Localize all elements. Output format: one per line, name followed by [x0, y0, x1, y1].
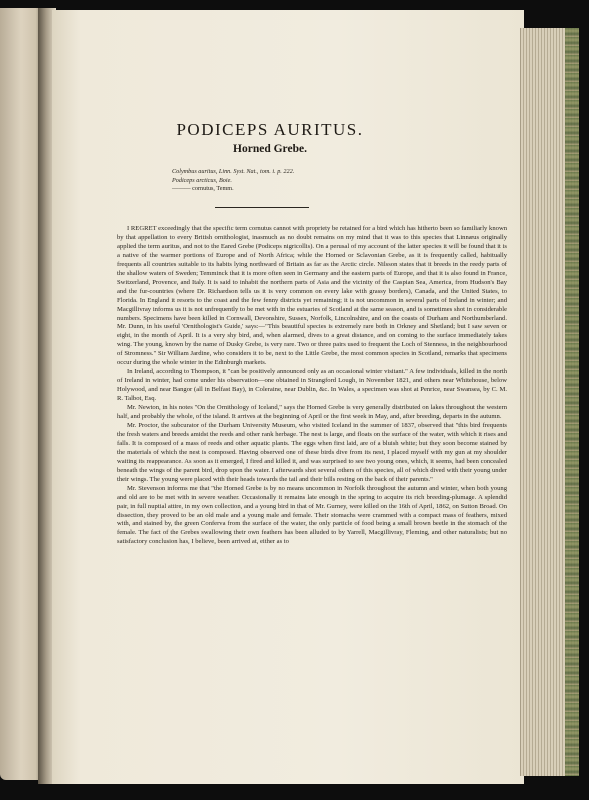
page-title: PODICEPS AURITUS. — [176, 120, 364, 139]
synonym-text: ——— cornutus, Temm. — [172, 185, 234, 193]
paragraph: Mr. Proctor, the subcurator of the Durham University Museum, who visited Iceland in the summer of 1837, observed that "this bird frequents the fresh waters and breeds amidst the reeds and other rank herbage. The nest is large, and floats on the surface of the water, with which it rises and falls. It is composed of a mass of reeds and other aquatic plants. The eggs when first laid, are of a bluish white; but they soon become stained by the materials of which the nest is composed. Having observed one of these birds dive from its nest, I placed myself with my gun at my shoulder waiting its reappearance. As soon as it emerged, I fired and killed it, and was surprised to see two young ones, which, it seems, had been concealed beneath the wings of the parent bird, drop upon the water. I afterwards shot several others of this species, all of which dived with their young under their wings. The young were placed with their heads towards the tail and their bills resting on the back of their parents." — [117, 421, 507, 483]
synonym-line — [172, 168, 432, 177]
synonym-list — [172, 168, 432, 194]
paragraph: In Ireland, according to Thompson, it "can be positively announced only as an occasional winter visitant." A few individuals, killed in the north of Ireland in winter, had come under his observation—one obtained in Strangford Lough, in November 1821, and others near Whitehouse, below Holywood, and near Bangor (all in Belfast Bay), in Coleraine, near Dublin, &c. In Wales, a specimen was shot at Penrice, near Swansea, by C. M. R. Talbot, Esq. — [117, 368, 507, 403]
synonym-line — [172, 177, 432, 186]
synonym-text: Podiceps arcticus, Boie. — [172, 176, 232, 184]
paragraph: Mr. Stevenson informs me that "the Horned Grebe is by no means uncommon in Norfolk throughout the autumn and winter, when both young and old are to be met with in severe weather. Occasionally it remains late enough in the spring to acquire its rich breeding-plumage. A splendid pair, in full nuptial attire, in my own collection, and a young bird in that of Mr. Gurney, were killed on the 16th of April, 1862, on Sutton Broad. On dissection, they proved to be an old male and a young male and female. Their stomachs were crammed with a compact mass of feathers, mixed with, and stained by, the green Conferva from the surface of the water, the only particle of food being a small brown beetle in the stomach of the female. The fact of the Grebes swallowing their own feathers has been alluded to by Yarrell, Macgillivray, Fleming, and other naturalists; but no satisfactory conclusion has, I believe, been arrived at, either as to — [117, 484, 507, 546]
section-divider — [215, 207, 309, 208]
page-edges — [520, 28, 579, 776]
left-page-edge — [0, 8, 42, 780]
paragraph: Mr. Newton, in his notes "On the Ornithology of Iceland," says the Horned Grebe is very generally distributed on lakes throughout the western half, and probably the whole, of the island. It arrives at the beginning of April or the first week in May, and, after breeding, departs in the autumn. — [117, 404, 507, 421]
synonym-line — [172, 185, 432, 194]
paragraph: I REGRET exceedingly that the specific term cornutus cannot with propriety be retained for a bird which has hitherto been so familiarly known by that appellation to every British ornithologist, inasmuch as no doubt remains on my mind that it was to this species that Linnæus originally applied the term auritus, and not to the Eared Grebe (Podiceps nigricollis). On a perusal of my account of the latter species it will be found that it is a native of the warmer portions of Europe and of North Africa; while the Horned or Sclavonian Grebe, as it is frequently called, habitually frequents all countries suitable to its habits lying northward of Britain as far as the Arctic circle. Nilsson states that it breeds in the reedy parts of the shallow waters of Sweden; Temminck that it is more often seen in Germany and the eastern parts of Europe, and that it is also found in France, Switzerland, Provence, and Italy. It is said to inhabit the northern parts of Asia and the vicinity of the Caspian Sea, America, from Hudson's Bay and the fur-countries (where Dr. Richardson tells us it is very common on every lake with grassy borders), Canada, and the United States, to Florida. In England it resorts to the coast and the few fenny districts yet remaining; it is not uncommon in several parts of Ireland in winter; and Macgillivray informs us it is not unfrequently to be met with in the estuaries of Scotland at the same season, and is sometimes shot in considerable numbers. Specimens have been killed in Cornwall, Devonshire, Sussex, Norfolk, Lincolnshire, and on the coasts of Durham and Northumberland. Mr. Dunn, in his useful 'Ornithologist's Guide,' says:—"This beautiful species is extremely rare both in Orkney and Shetland; but I saw seven or eight, in the month of April. It is a very shy bird, and, when alarmed, dives to a great distance, and on coming to the surface immediately takes wing. The young, known by the name of Dusky Grebe, is very rare. Two or three pairs used to frequent the Loch of Stenness, in the neighbourhood of Stromness." Sir William Jardine, who considers it to be, next to the Little Grebe, the most common species in Scotland, remarks that specimens occur during the whole winter in the Edinburgh markets. — [117, 225, 507, 367]
page-subtitle: Horned Grebe. — [233, 143, 307, 155]
synonym-text: Colymbus auritus, Linn. Syst. Nat., tom. i. p. 222. — [172, 168, 295, 175]
body-text — [117, 225, 507, 547]
